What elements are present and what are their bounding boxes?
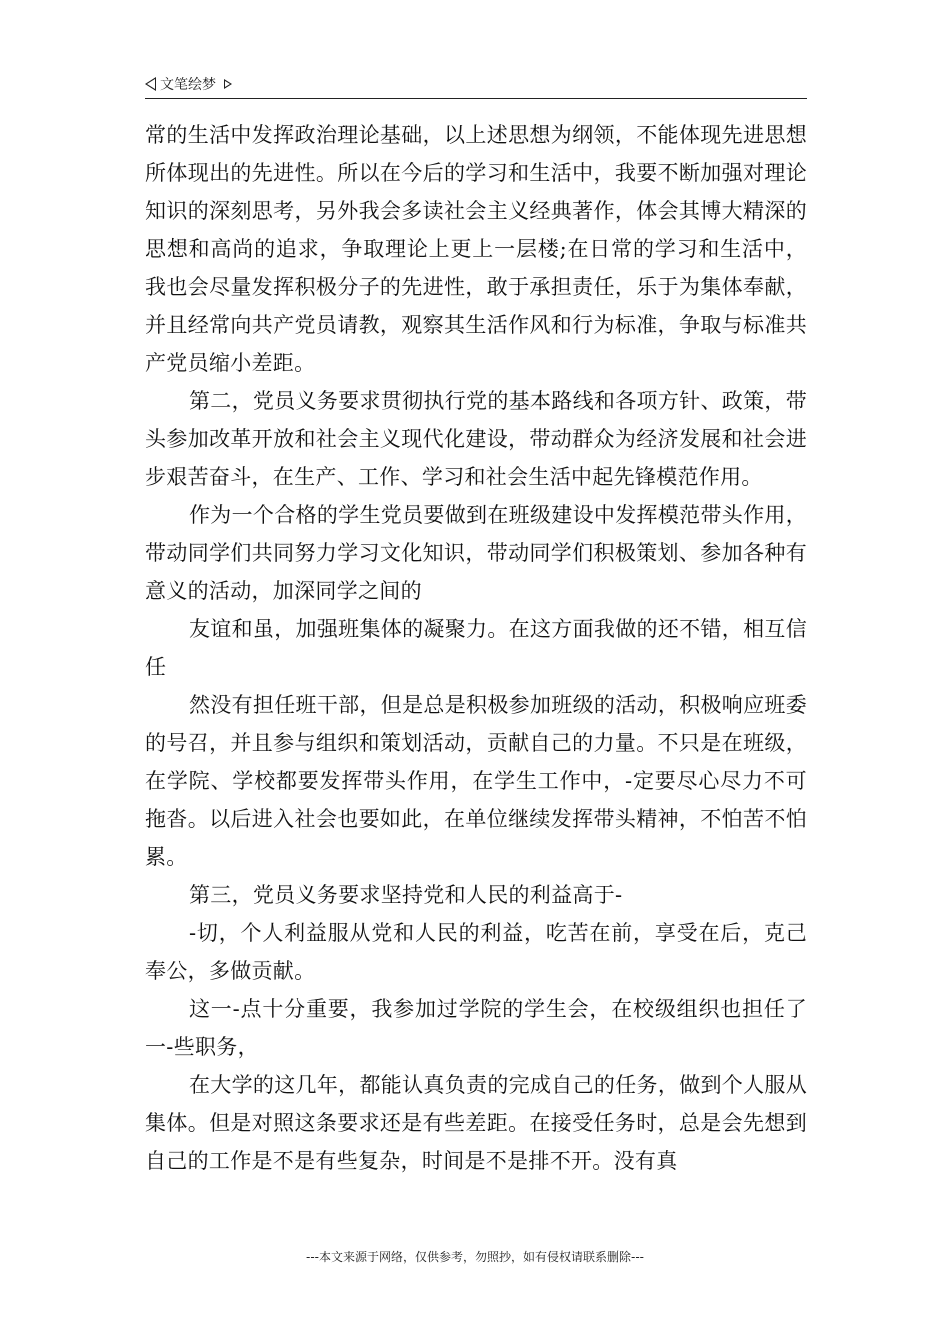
triangle-left-icon xyxy=(145,77,156,91)
paragraph: 常的生活中发挥政治理论基础，以上述思想为纲领，不能体现先进思想所体现出的先进性。所以在今后的学习和生活中，我要不断加强对理论知识的深刻思考，另外我会多读社会主义经典著作，体会其博大精深的思想和高尚的追求，争取理论上更上一层楼;在日常的学习和生活中，我也会尽量发挥积极分子的先进性，敢于承担责任，乐于为集体奉献，并且经常向共产党员请教，观察其生活作风和行为标准，争取与标准共产党员缩小差距。 xyxy=(145,123,807,375)
paragraph: 这一-点十分重要，我参加过学院的学生会，在校级组织也担任了一-些职务， xyxy=(145,997,807,1059)
header-title: 文笔绘梦 xyxy=(160,77,216,93)
paragraph: 然没有担任班干部，但是总是积极参加班级的活动，积极响应班委的号召，并且参与组织和策划活动，贡献自己的力量。不只是在班级，在学院、学校都要发挥带头作用，在学生工作中，-定要尽心尽力不可拖沓。以后进入社会也要如此，在单位继续发挥带头精神，不怕苦不怕累。 xyxy=(145,693,807,869)
paragraph: 第二，党员义务要求贯彻执行党的基本路线和各项方针、政策，带头参加改革开放和社会主义现代化建设，带动群众为经济发展和社会进步艰苦奋斗，在生产、工作、学习和社会生活中起先锋模范作用。 xyxy=(145,389,807,489)
triangle-right-icon xyxy=(224,79,232,89)
paragraph: 第三，党员义务要求坚持党和人民的利益高于- xyxy=(189,883,623,907)
page-header xyxy=(145,72,807,99)
paragraph: 作为一个合格的学生党员要做到在班级建设中发挥模范带头作用，带动同学们共同努力学习文化知识，带动同学们积极策划、参加各种有意义的活动，加深同学之间的 xyxy=(145,503,807,603)
footer-notice: ---本文来源于网络，仅供参考，勿照抄，如有侵权请联系删除--- xyxy=(306,1250,644,1264)
paragraph: -切，个人利益服从党和人民的利益，吃苦在前，享受在后，克己奉公，多做贡献。 xyxy=(145,921,807,983)
paragraph: 友谊和虽，加强班集体的凝聚力。在这方面我做的还不错，相互信任 xyxy=(145,617,807,679)
document-body xyxy=(145,116,807,1180)
header-brand xyxy=(145,74,232,94)
paragraph: 在大学的这几年，都能认真负责的完成自己的任务，做到个人服从集体。但是对照这条要求还是有些差距。在接受任务时，总是会先想到自己的工作是不是有些复杂，时间是不是排不开。没有真 xyxy=(145,1073,807,1173)
